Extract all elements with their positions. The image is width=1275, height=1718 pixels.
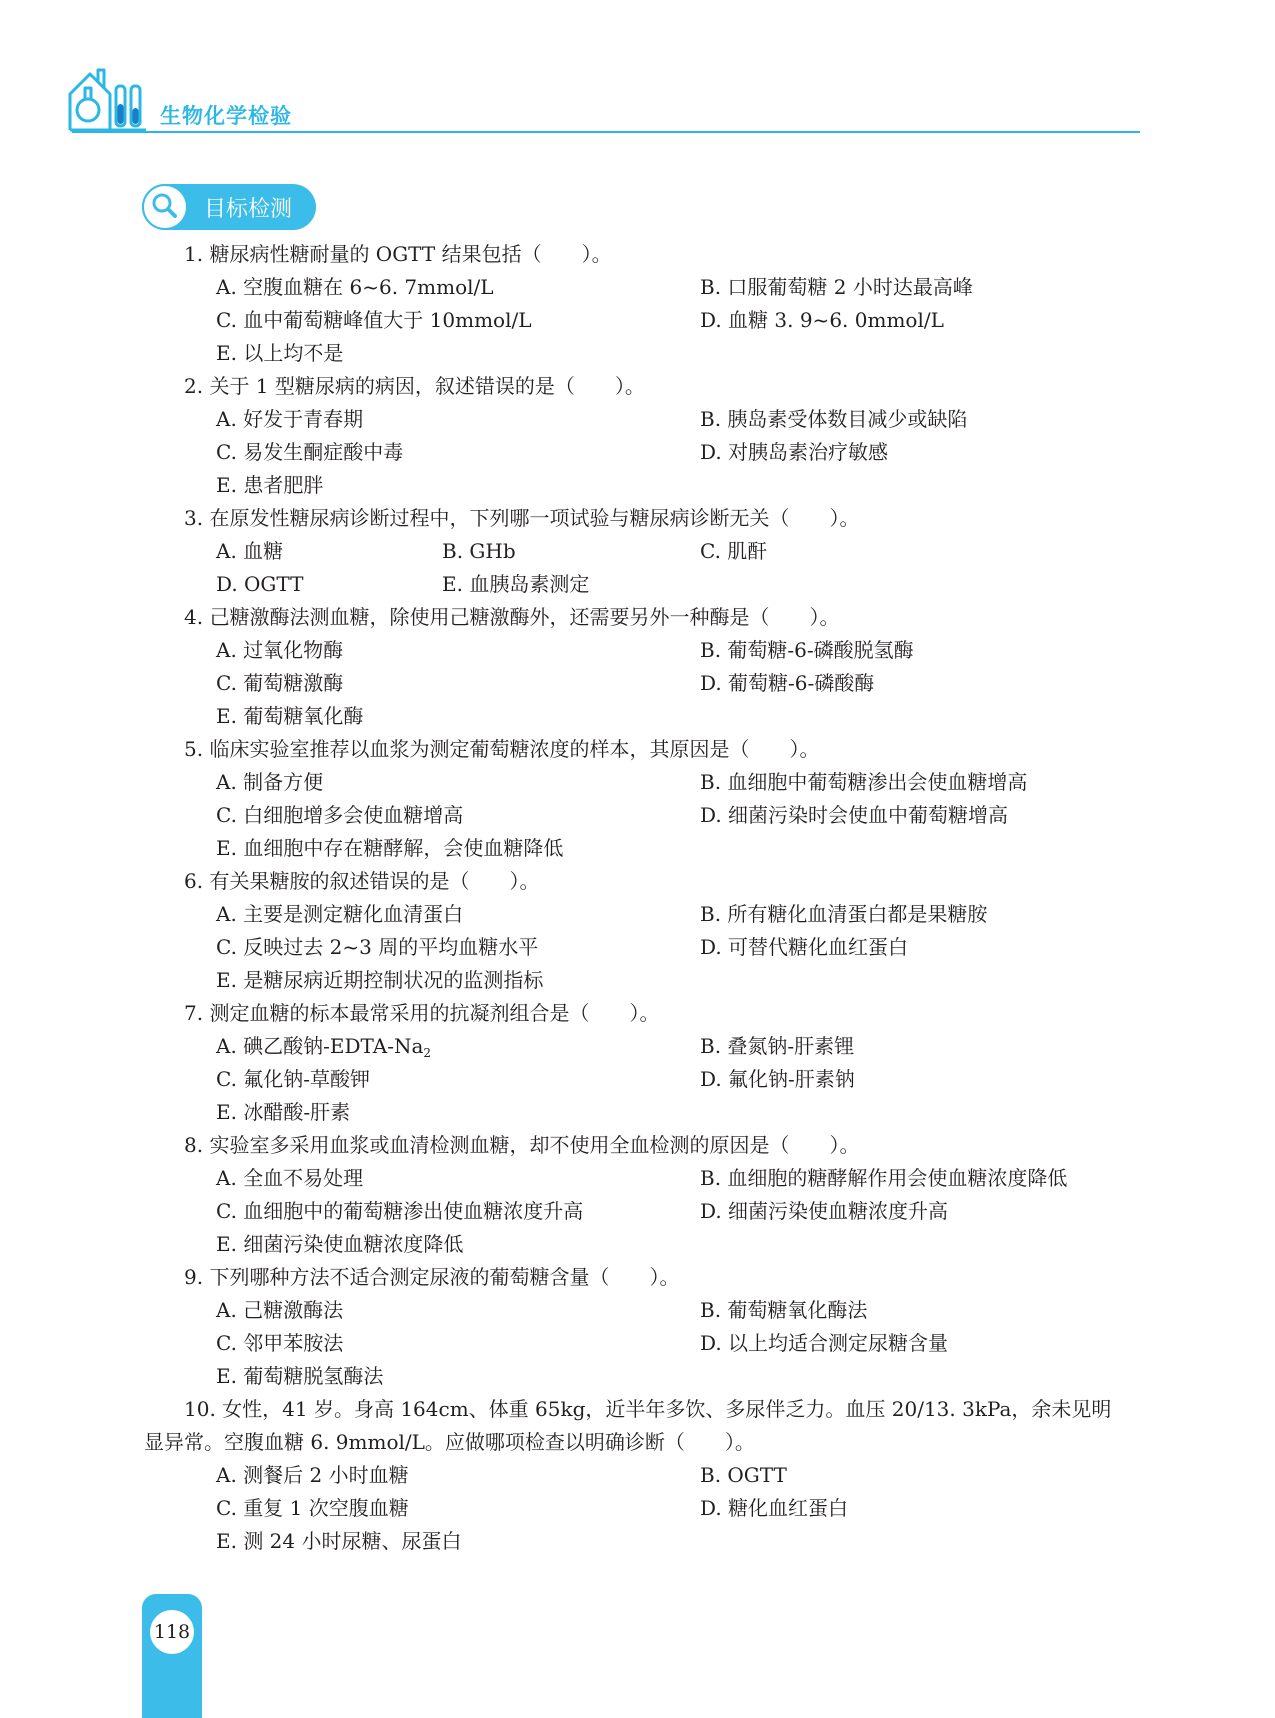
question-5 xyxy=(0,733,1275,865)
option-e: E. 测 24 小时尿糖、尿蛋白 xyxy=(216,1529,462,1553)
option-b: B. 葡萄糖-6-磷酸脱氢酶 xyxy=(700,638,914,662)
question-stem: 3. 在原发性糖尿病诊断过程中，下列哪一项试验与糖尿病诊断无关（ ）。 xyxy=(184,506,860,530)
page-header xyxy=(0,0,1275,140)
option-e: E. 葡萄糖脱氢酶法 xyxy=(216,1364,384,1388)
book-title: 生物化学检验 xyxy=(160,104,292,128)
section-title: 目标检测 xyxy=(204,197,293,222)
option-a: A. 空腹血糖在 6~6. 7mmol/L xyxy=(216,275,494,299)
option-c: C. 白细胞增多会使血糖增高 xyxy=(216,803,464,827)
option-d: D. 可替代糖化血红蛋白 xyxy=(700,935,909,959)
option-c: C. 葡萄糖激酶 xyxy=(216,671,344,695)
option-b: B. 葡萄糖氧化酶法 xyxy=(700,1298,868,1322)
option-d: D. 细菌污染时会使血中葡萄糖增高 xyxy=(700,803,1009,827)
option-a: A. 过氧化物酶 xyxy=(216,638,344,662)
option-b: B. 叠氮钠-肝素锂 xyxy=(700,1034,855,1058)
option-c: C. 血中葡萄糖峰值大于 10mmol/L xyxy=(216,308,532,332)
question-stem: 8. 实验室多采用血浆或血清检测血糖，却不使用全血检测的原因是（ ）。 xyxy=(184,1133,860,1157)
question-8 xyxy=(0,1129,1275,1261)
option-c: C. 邻甲苯胺法 xyxy=(216,1331,344,1355)
page-number-circle xyxy=(150,1610,194,1654)
question-stem: 2. 关于 1 型糖尿病的病因，叙述错误的是（ ）。 xyxy=(184,374,645,398)
question-stem-continued: 显异常。空腹血糖 6. 9mmol/L。应做哪项检查以明确诊断（ ）。 xyxy=(144,1430,755,1454)
option-d: D. 氟化钠-肝素钠 xyxy=(700,1067,855,1091)
question-9 xyxy=(0,1261,1275,1393)
option-a: A. 测餐后 2 小时血糖 xyxy=(216,1463,409,1487)
option-c: C. 血细胞中的葡萄糖渗出使血糖浓度升高 xyxy=(216,1199,584,1223)
question-10 xyxy=(0,1393,1275,1558)
option-c: C. 重复 1 次空腹血糖 xyxy=(216,1496,409,1520)
option-a: A. 制备方便 xyxy=(216,770,324,794)
option-d: D. 细菌污染使血糖浓度升高 xyxy=(700,1199,949,1223)
option-b: B. 口服葡萄糖 2 小时达最高峰 xyxy=(700,275,973,299)
magnifier-icon xyxy=(142,184,188,230)
section-badge xyxy=(142,184,316,230)
option-b: B. GHb xyxy=(442,539,516,563)
option-e: E. 血胰岛素测定 xyxy=(442,572,590,596)
option-d: D. 对胰岛素治疗敏感 xyxy=(700,440,889,464)
option-d: D. OGTT xyxy=(216,572,304,596)
option-d: D. 血糖 3. 9~6. 0mmol/L xyxy=(700,308,944,332)
option-a: A. 全血不易处理 xyxy=(216,1166,364,1190)
question-stem: 7. 测定血糖的标本最常采用的抗凝剂组合是（ ）。 xyxy=(184,1001,660,1025)
option-a: A. 主要是测定糖化血清蛋白 xyxy=(216,902,464,926)
header-divider xyxy=(72,131,1140,133)
question-list xyxy=(0,238,1275,1558)
question-2 xyxy=(0,370,1275,502)
question-4 xyxy=(0,601,1275,733)
question-7 xyxy=(0,997,1275,1129)
option-b: B. 血细胞的糖酵解作用会使血糖浓度降低 xyxy=(700,1166,1068,1190)
option-d: D. 以上均适合测定尿糖含量 xyxy=(700,1331,949,1355)
option-c: C. 氟化钠-草酸钾 xyxy=(216,1067,371,1091)
option-e: E. 患者肥胖 xyxy=(216,473,324,497)
option-e: E. 葡萄糖氧化酶 xyxy=(216,704,364,728)
question-3 xyxy=(0,502,1275,601)
option-d: D. 糖化血红蛋白 xyxy=(700,1496,849,1520)
question-stem: 4. 己糖激酶法测血糖，除使用己糖激酶外，还需要另外一种酶是（ ）。 xyxy=(184,605,840,629)
question-stem: 9. 下列哪种方法不适合测定尿液的葡萄糖含量（ ）。 xyxy=(184,1265,680,1289)
option-e: E. 细菌污染使血糖浓度降低 xyxy=(216,1232,464,1256)
option-c: C. 肌酐 xyxy=(700,539,768,563)
question-stem: 6. 有关果糖胺的叙述错误的是（ ）。 xyxy=(184,869,540,893)
option-b: B. 胰岛素受体数目减少或缺陷 xyxy=(700,407,968,431)
option-b: B. 所有糖化血清蛋白都是果糖胺 xyxy=(700,902,988,926)
lab-flask-logo-icon xyxy=(68,66,148,132)
option-a: A. 血糖 xyxy=(216,539,284,563)
option-c: C. 易发生酮症酸中毒 xyxy=(216,440,404,464)
page-number-tab xyxy=(142,1594,202,1718)
option-c: C. 反映过去 2~3 周的平均血糖水平 xyxy=(216,935,539,959)
question-stem: 5. 临床实验室推荐以血浆为测定葡萄糖浓度的样本，其原因是（ ）。 xyxy=(184,737,820,761)
option-e: E. 以上均不是 xyxy=(216,341,344,365)
question-stem: 10. 女性，41 岁。身高 164cm、体重 65kg，近半年多饮、多尿伴乏力。血压 20/13. 3kPa，余未见明 xyxy=(184,1397,1112,1421)
option-b: B. OGTT xyxy=(700,1463,787,1487)
option-a: A. 己糖激酶法 xyxy=(216,1298,344,1322)
question-stem: 1. 糖尿病性糖耐量的 OGTT 结果包括（ ）。 xyxy=(184,242,612,266)
option-e: E. 血细胞中存在糖酵解，会使血糖降低 xyxy=(216,836,564,860)
question-6 xyxy=(0,865,1275,997)
option-e: E. 冰醋酸-肝素 xyxy=(216,1100,351,1124)
option-e: E. 是糖尿病近期控制状况的监测指标 xyxy=(216,968,544,992)
option-a-subscript: 2 xyxy=(423,1046,432,1060)
page-number: 118 xyxy=(153,1621,191,1643)
option-a: A. 好发于青春期 xyxy=(216,407,364,431)
option-b: B. 血细胞中葡萄糖渗出会使血糖增高 xyxy=(700,770,1028,794)
option-d: D. 葡萄糖-6-磷酸酶 xyxy=(700,671,875,695)
question-1 xyxy=(0,238,1275,370)
option-a-text: A. 碘乙酸钠-EDTA-Na xyxy=(216,1034,424,1058)
